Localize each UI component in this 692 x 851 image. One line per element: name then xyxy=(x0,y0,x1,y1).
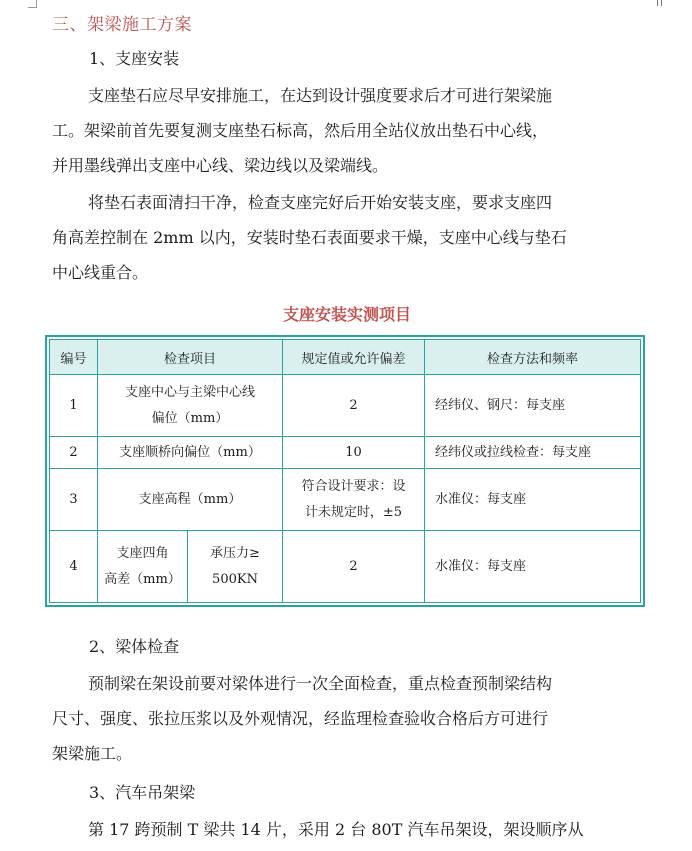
cell-item-line: 高差（mm） xyxy=(104,571,181,587)
cell-spec: 2 xyxy=(283,531,425,603)
paragraph-2 xyxy=(52,185,642,290)
paragraph-line: 并用墨线弹出支座中心线、梁边线以及梁端线。 xyxy=(52,156,389,175)
cell-item-a xyxy=(98,531,188,603)
cell-item: 支座顺桥向偏位（mm） xyxy=(98,437,283,469)
cell-item-line: 支座四角 xyxy=(116,545,169,561)
cell-item-line: 支座中心与主梁中心线 xyxy=(124,384,255,400)
header-spec: 规定值或允许偏差 xyxy=(283,340,425,375)
subsection-heading-2: 2、梁体检查 xyxy=(89,637,180,656)
cell-item: 支座高程（mm） xyxy=(98,469,283,531)
cell-item xyxy=(98,375,283,437)
cell-no: 1 xyxy=(50,375,98,437)
header-method: 检查方法和频率 xyxy=(425,340,641,375)
cell-item-b xyxy=(188,531,283,603)
table-row xyxy=(50,375,641,437)
subsection-heading-3: 3、汽车吊架梁 xyxy=(89,783,196,802)
subsection-heading-1: 1、支座安装 xyxy=(89,49,180,68)
paragraph-line: 尺寸、强度、张拉压浆以及外观情况，经监理检查验收合格后方可进行 xyxy=(52,709,549,728)
cell-item-line: 偏位（mm） xyxy=(151,410,229,426)
ruler-mark xyxy=(657,0,662,6)
paragraph-line: 将垫石表面清扫干净，检查支座完好后开始安装支座，要求支座四 xyxy=(88,193,553,212)
table-caption: 支座安装实测项目 xyxy=(282,305,411,324)
section-title: 三、架梁施工方案 xyxy=(52,15,192,35)
paragraph-4 xyxy=(52,812,642,847)
inspection-table xyxy=(45,335,645,607)
paragraph-line: 角高差控制在 2mm 以内，安装时垫石表面要求干燥，支座中心线与垫石 xyxy=(52,228,567,247)
cell-no: 4 xyxy=(50,531,98,603)
page-corner-mark-h xyxy=(28,7,37,8)
paragraph-line: 第 17 跨预制 T 梁共 14 片，采用 2 台 80T 汽车吊架设，架设顺序从 xyxy=(88,820,584,839)
header-item: 检查项目 xyxy=(98,340,283,375)
cell-spec: 2 xyxy=(283,375,425,437)
cell-no: 2 xyxy=(50,437,98,469)
cell-no: 3 xyxy=(50,469,98,531)
paragraph-1 xyxy=(52,78,642,183)
paragraph-line: 工。架梁前首先要复测支座垫石标高，然后用全站仪放出垫石中心线， xyxy=(52,121,549,140)
cell-spec: 10 xyxy=(283,437,425,469)
cell-method: 经纬仪、钢尺：每支座 xyxy=(425,375,641,437)
cell-spec-line: 计未规定时，±5 xyxy=(304,504,403,520)
cell-item-line: 承压力≥ xyxy=(210,545,260,561)
paragraph-3 xyxy=(52,666,642,771)
cell-method: 水准仪：每支座 xyxy=(425,531,641,603)
header-no: 编号 xyxy=(50,340,98,375)
table-header-row xyxy=(50,340,641,375)
table-row xyxy=(50,531,641,603)
table-row xyxy=(50,469,641,531)
cell-method: 经纬仪或拉线检查：每支座 xyxy=(425,437,641,469)
paragraph-line: 预制梁在架设前要对梁体进行一次全面检查，重点检查预制梁结构 xyxy=(88,674,553,693)
cell-spec xyxy=(283,469,425,531)
cell-item-line: 500KN xyxy=(212,571,258,587)
table-row xyxy=(50,437,641,469)
cell-method: 水准仪：每支座 xyxy=(425,469,641,531)
paragraph-line: 架梁施工。 xyxy=(52,744,133,763)
paragraph-line: 支座垫石应尽早安排施工，在达到设计强度要求后才可进行架梁施 xyxy=(88,86,553,105)
paragraph-line: 中心线重合。 xyxy=(52,263,149,282)
cell-spec-line: 符合设计要求：设 xyxy=(301,478,406,494)
